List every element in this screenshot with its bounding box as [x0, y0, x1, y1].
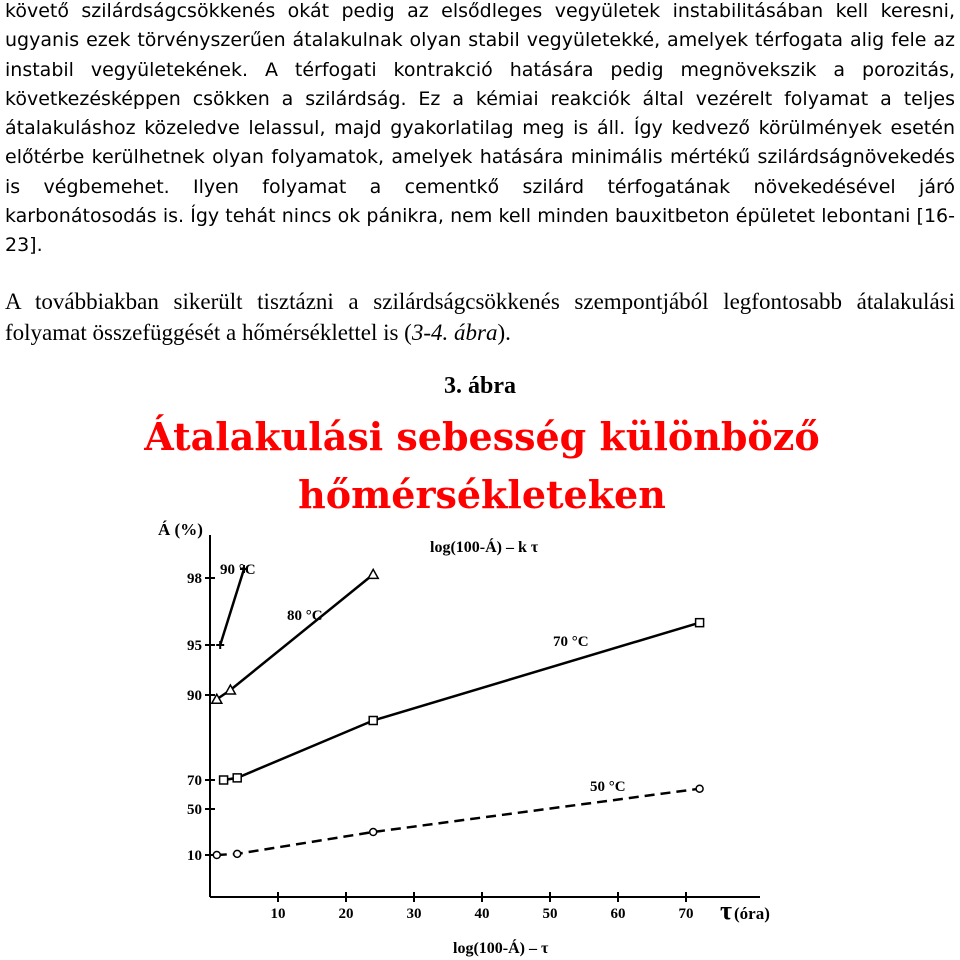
- y-tick-label: 98: [187, 571, 202, 587]
- x-tick-label: 40: [474, 906, 490, 922]
- data-point-70-c: [696, 619, 704, 627]
- x-axis-label-unit: (óra): [734, 904, 770, 923]
- figure-label: 3. ábra: [444, 373, 516, 399]
- figure-reference: 3-4. ábra: [411, 320, 498, 345]
- x-tick-label: 60: [610, 906, 626, 922]
- data-point-70-c: [369, 717, 377, 725]
- x-tick-label: 30: [406, 906, 422, 922]
- x-tick-label: 20: [338, 906, 354, 922]
- paragraph-2: [5, 286, 955, 348]
- x-axis-label-tau: τ: [720, 896, 732, 925]
- y-axis-label: Á (%): [158, 520, 203, 539]
- data-point-50-c: [213, 852, 220, 859]
- x-tick-label: 10: [270, 906, 286, 922]
- paragraph-2-text-after: ).: [497, 320, 511, 345]
- data-point-90-c: [216, 641, 224, 649]
- y-tick-label: 70: [187, 773, 202, 789]
- series-label-70-c: 70 °C: [553, 634, 589, 650]
- series-line-80-c: [217, 574, 373, 699]
- data-point-70-c: [233, 774, 241, 782]
- chart-title-line1: Átalakulási sebesség különböző: [144, 414, 820, 459]
- series-label-80-c: 80 °C: [287, 608, 323, 624]
- series-line-50-c: [217, 789, 700, 855]
- figure-3-chart: [0, 400, 960, 960]
- series-label-90-c: 90 °C: [220, 562, 256, 578]
- chart-formula: log(100-Á) – k τ: [430, 539, 539, 556]
- series-line-70-c: [224, 623, 700, 780]
- y-tick-label: 90: [187, 688, 202, 704]
- x-tick-label: 50: [542, 906, 558, 922]
- bottom-caption: log(100-Á) – τ: [453, 940, 549, 957]
- data-point-70-c: [220, 776, 228, 784]
- series-label-50-c: 50 °C: [590, 779, 626, 795]
- paragraph-1: követő szilárdságcsökkenés okát pedig az elsődleges vegyületek instabilitásában kell keresni, ugyanis ezek törvényszerűen átalakulnak olyan stabil vegyületekké, amelyek térfogata alig fele az instabil vegyületekének. A térfogati kontrakció hatására pedig megnövekszik a porozitás, következésképpen csökken a szilárdság. Ez a kémiai reakciók által vezérelt folyamat a teljes átalakuláshoz közeledve lelassul, majd gyakorlatilag meg is áll. Így kedvező körülmények esetén előtérbe kerülhetnek olyan folyamatok, amelyek hatására minimális mértékű szilárdságnövekedés is végbemehet. Ilyen folyamat a cementkő szilárd térfogatának növekedésével járó karbonátosodás is. Így tehát nincs ok pánikra, nem kell minden bauxitbeton épületet lebontani [16-23].: [5, 0, 955, 257]
- chart-title-line2: hőmérsékleteken: [298, 472, 666, 517]
- y-tick-label: 95: [187, 638, 202, 654]
- data-point-50-c: [234, 850, 241, 857]
- series-line-90-c: [220, 569, 244, 645]
- data-point-50-c: [696, 785, 703, 792]
- y-tick-label: 50: [187, 802, 202, 818]
- data-point-80-c: [368, 569, 378, 578]
- x-tick-label: 70: [678, 906, 694, 922]
- y-tick-label: 10: [187, 848, 202, 864]
- data-point-50-c: [370, 829, 377, 836]
- paragraph-2-text-before: A továbbiakban sikerült tisztázni a szilárdságcsökkenés szempontjából legfontosabb átalakulási folyamat összefüggését a hőmérséklettel is (: [5, 289, 955, 345]
- series-layer: [212, 562, 704, 859]
